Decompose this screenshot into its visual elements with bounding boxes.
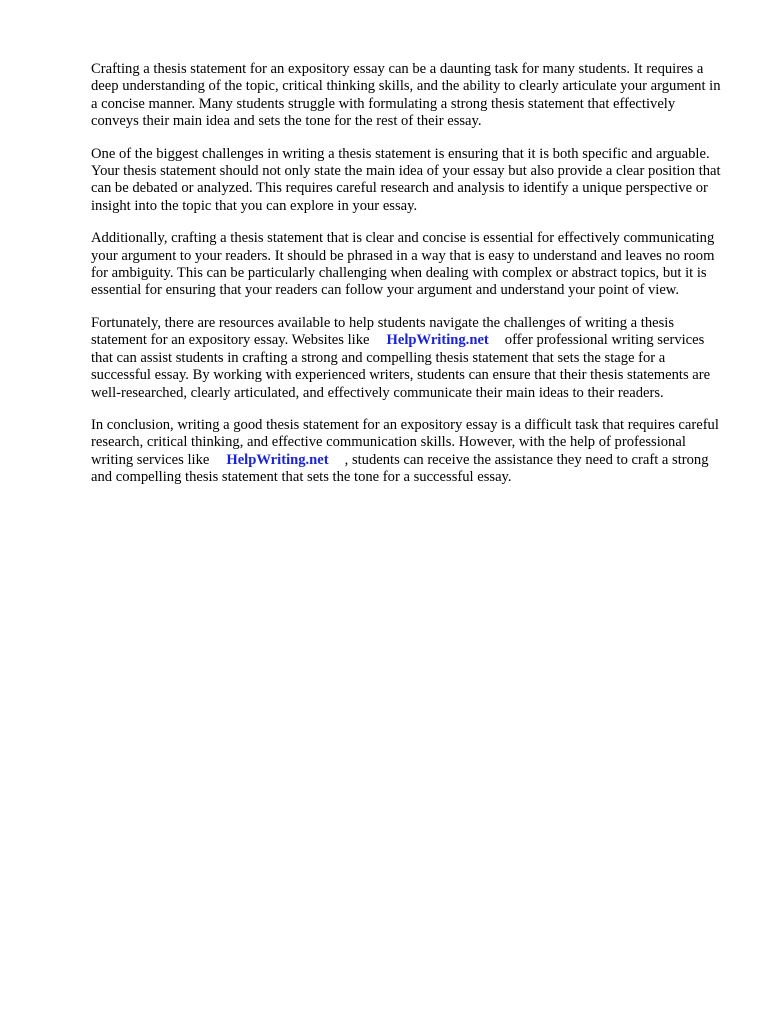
paragraph-clarity: Additionally, crafting a thesis statement that is clear and concise is essential for effectively communicating your argument to your readers. It should be phrased in a way that is easy to understand and leaves no room for ambiguity. This can be particularly challenging when dealing with complex or abstract topics, but it is essential for ensuring that your readers can follow your argument and understand your point of view. [91, 230, 715, 299]
paragraph-conclusion-after: , students can receive the assistance they need to craft a strong and compelling thesis statement that sets the tone for a successful essay. [91, 451, 709, 486]
paragraph-intro: Crafting a thesis statement for an expository essay can be a daunting task for many students. It requires a deep understanding of the topic, critical thinking skills, and the ability to clearly articulate your argument in a concise manner. Many students struggle with formulating a strong thesis statement that effectively conveys their main idea and sets the tone for the rest of their essay. [91, 61, 721, 130]
helpwriting-link-conclusion[interactable]: HelpWriting.net [226, 451, 329, 468]
paragraph-resources-after: offer professional writing services that can assist students in crafting a strong and compelling thesis statement that sets the stage for a successful essay. By working with experienced writers, students can ensure that their thesis statements are well-researched, clearly articulated, and effectively communicate their main ideas to their readers. [91, 332, 711, 401]
paragraph-conclusion [91, 417, 721, 487]
paragraph-resources [91, 315, 721, 402]
paragraph-resources-before: Fortunately, there are resources available to help students navigate the challenges of writing a thesis statement for an expository essay. Websites like [91, 314, 675, 349]
document-body [91, 61, 721, 502]
helpwriting-link[interactable]: HelpWriting.net [386, 332, 489, 349]
paragraph-challenges: One of the biggest challenges in writing a thesis statement is ensuring that it is both specific and arguable. Your thesis statement should not only state the main idea of your essay but also provide a clear position that can be debated or analyzed. This requires careful research and analysis to identify a unique perspective or insight into the topic that you can explore in your essay. [91, 145, 721, 214]
paragraph-conclusion-before: In conclusion, writing a good thesis statement for an expository essay is a difficult task that requires careful research, critical thinking, and effective communication skills. However, with the help of professional writing services like [91, 416, 719, 468]
